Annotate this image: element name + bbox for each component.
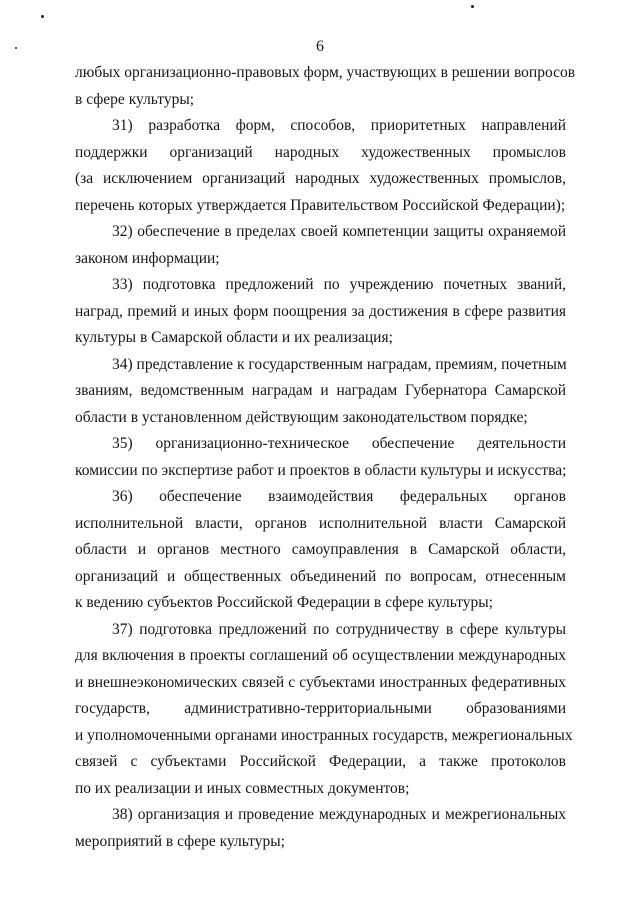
paragraph-cont xyxy=(75,60,576,113)
text-line: 34) представление к государственным наградам, премиям, почетным xyxy=(112,355,567,373)
text-line: (за исключением организаций народных художественных промыслов, xyxy=(75,170,566,187)
text-line: культуры в Самарской области и их реализация; xyxy=(75,329,393,346)
text-line: организаций и общественных объединений по вопросам, отнесенным xyxy=(75,567,566,585)
text-line: любых организационно-правовых форм, участвующих в решении вопросов xyxy=(75,64,576,81)
paragraph-37 xyxy=(75,617,573,803)
text-line: для включения в проекты соглашений об осуществлении международных xyxy=(75,647,566,664)
document-body xyxy=(75,60,576,855)
text-line: 38) организация и проведение международных и межрегиональных xyxy=(112,806,566,823)
scan-speck xyxy=(471,5,474,8)
text-line: комиссии по экспертизе работ и проектов в области культуры и искусства; xyxy=(75,461,567,479)
text-line: 36) обеспечение взаимодействия федеральных органов xyxy=(112,488,566,505)
paragraph-32 xyxy=(75,219,566,272)
text-line: мероприятий в сфере культуры; xyxy=(75,832,285,850)
text-line: 37) подготовка предложений по сотрудничеству в сфере культуры xyxy=(112,620,566,638)
text-line: и внешнеэкономических связей с субъектами иностранных федеративных xyxy=(75,673,566,691)
text-line: государств, административно-территориальными образованиями xyxy=(75,700,566,717)
text-line: исполнительной власти, органов исполнительной власти Самарской xyxy=(75,514,566,532)
text-line: области и органов местного самоуправления в Самарской области, xyxy=(75,541,566,558)
text-line: 31) разработка форм, способов, приоритетных направлений xyxy=(112,117,566,134)
text-line: законом информации; xyxy=(75,249,220,267)
paragraph-38 xyxy=(75,802,566,855)
text-line: в сфере культуры; xyxy=(75,90,195,108)
text-line: 35) организационно-техническое обеспечение деятельности xyxy=(112,435,566,452)
text-line: перечень которых утверждается Правительством Российской Федерации); xyxy=(75,196,566,214)
page-number: 6 xyxy=(316,38,324,55)
text-line: званиям, ведомственным наградам и наградам Губернатора Самарской xyxy=(75,382,566,399)
paragraph-31 xyxy=(75,113,566,219)
text-line: области в установленном действующим законодательством порядке; xyxy=(75,408,528,426)
text-line: 32) обеспечение в пределах своей компетенции защиты охраняемой xyxy=(112,223,566,240)
text-line: 33) подготовка предложений по учреждению почетных званий, xyxy=(112,276,566,293)
paragraph-35 xyxy=(75,431,566,484)
text-line: поддержки организаций народных художественных промыслов xyxy=(75,143,566,161)
paragraph-36 xyxy=(75,484,566,617)
text-line: по их реализации и иных совместных документов; xyxy=(75,779,410,797)
text-line: и уполномоченными органами иностранных государств, межрегиональных xyxy=(75,726,573,744)
text-line: наград, премий и иных форм поощрения за достижения в сфере развития xyxy=(75,302,566,320)
text-line: связей с субъектами Российской Федерации, а также протоколов xyxy=(75,753,566,770)
paragraph-33 xyxy=(75,272,566,352)
paragraph-34 xyxy=(75,352,566,432)
text-line: к ведению субъектов Российской Федерации в сфере культуры; xyxy=(75,594,493,611)
scan-speck xyxy=(41,15,44,18)
